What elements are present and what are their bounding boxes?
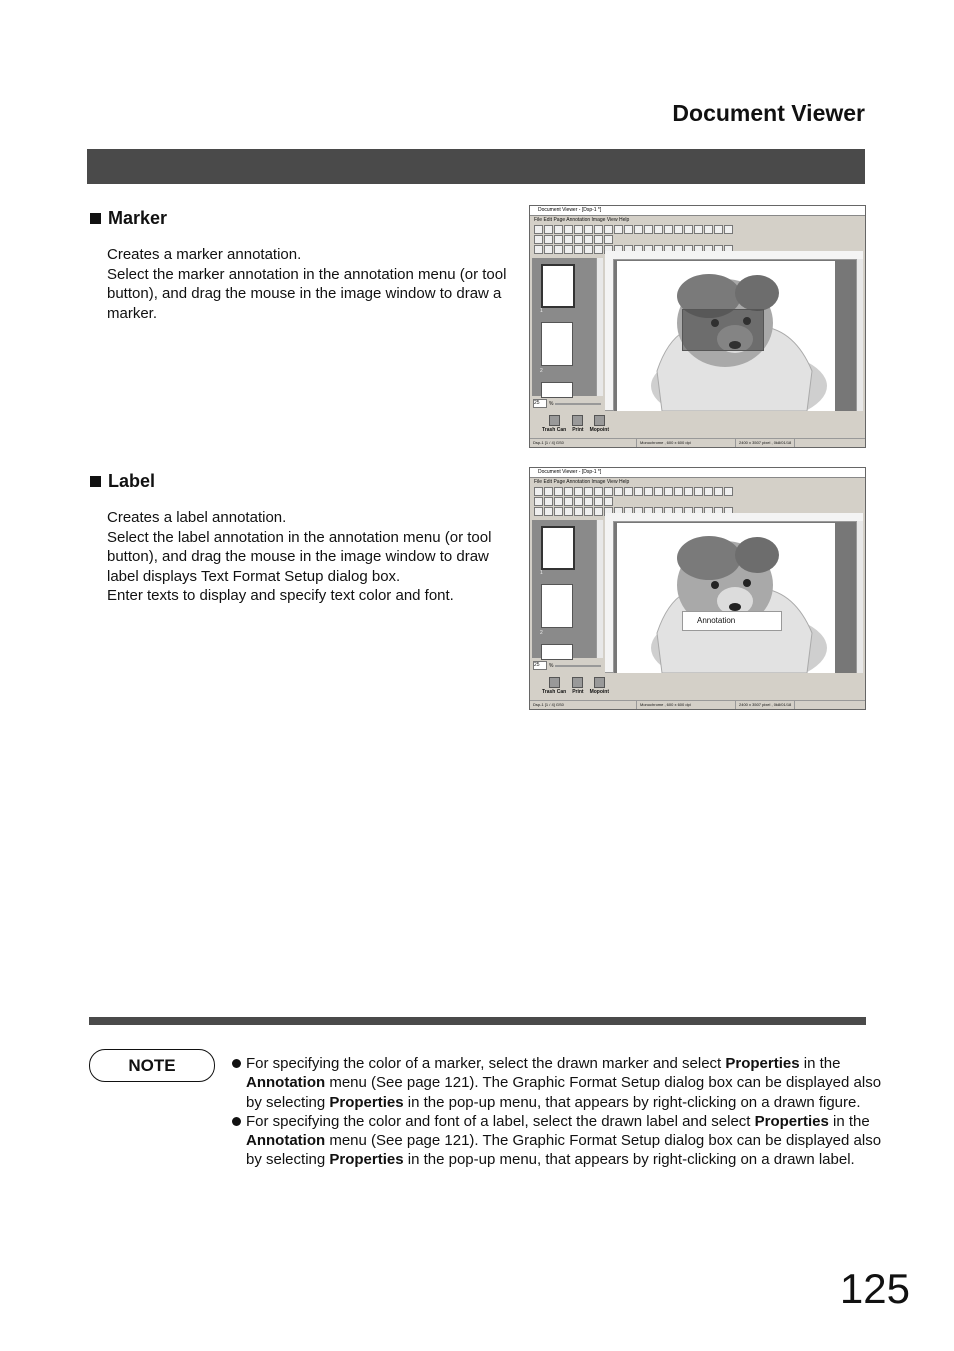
marker-annotation[interactable] (682, 309, 764, 351)
window-titlebar: Document Viewer - [Dsp-1 *] (530, 206, 865, 216)
label-line-3: Enter texts to display and specify text color and font. (107, 587, 454, 604)
bottom-tool-buttons (542, 415, 609, 433)
mopoint-icon (594, 677, 605, 688)
label-annotation[interactable]: Annotation (682, 611, 782, 631)
zoom-unit: % (549, 400, 554, 407)
thumbnail-page-1 (541, 526, 575, 570)
marker-section-title (90, 208, 167, 229)
image-viewer[interactable] (605, 251, 863, 411)
mopoint-button[interactable]: Mopoint (590, 677, 609, 695)
status-color: Monochrome , 600 x 600 dpi (637, 439, 736, 447)
thumbnail-label-1: 1 (540, 570, 543, 576)
print-icon (572, 415, 583, 426)
thumbnail-page-1 (541, 264, 575, 308)
toolbar-row-1 (534, 225, 733, 233)
thumbnail-scrollbar[interactable] (596, 258, 603, 396)
zoom-control (533, 399, 601, 408)
status-page: Dsp-1 [1 / 4] GS0 (530, 701, 637, 709)
mopoint-button[interactable]: Mopoint (590, 415, 609, 433)
status-size: 2400 x 3507 pixel , 0k8/01/18 (736, 439, 795, 447)
note-badge: NOTE (89, 1049, 215, 1082)
label-title-text: Label (108, 471, 156, 491)
vertical-ruler (605, 521, 614, 673)
mopoint-icon (594, 415, 605, 426)
status-bar (530, 700, 865, 709)
marker-line-2: Select the marker annotation in the annotation menu (or tool button), and drag the mouse in the image window to draw a marker. (107, 265, 507, 322)
trash-can-icon (549, 677, 560, 688)
thumbnail-panel (532, 258, 596, 396)
vertical-ruler (605, 259, 614, 411)
status-size: 2400 x 3507 pixel , 0k8/01/18 (736, 701, 795, 709)
puppy-image (617, 523, 835, 673)
footer-divider-bar (89, 1017, 866, 1025)
square-bullet-icon (90, 213, 101, 224)
header-divider-bar (87, 149, 865, 184)
note-item-2 (232, 1112, 882, 1170)
square-bullet-icon (90, 476, 101, 487)
toolbar-row-2 (534, 235, 613, 243)
viewer-scrollbar[interactable] (856, 259, 863, 411)
thumbnail-panel (532, 520, 596, 658)
toolbar-row-1 (534, 487, 733, 495)
image-viewer[interactable] (605, 513, 863, 673)
label-screenshot (529, 467, 866, 710)
print-icon (572, 677, 583, 688)
thumbnail-page-2 (541, 584, 573, 628)
trash-can-button[interactable]: Trash Can (542, 677, 566, 695)
viewer-scrollbar[interactable] (856, 521, 863, 673)
horizontal-ruler (605, 251, 863, 260)
image-canvas[interactable] (617, 261, 835, 411)
trash-can-icon (549, 415, 560, 426)
note-item-1 (232, 1054, 882, 1112)
trash-can-button[interactable]: Trash Can (542, 415, 566, 433)
bullet-dot-icon (232, 1054, 246, 1112)
thumbnail-page-3 (541, 382, 573, 398)
label-section-title (90, 471, 155, 492)
bullet-dot-icon (232, 1112, 246, 1170)
note-text-2: For specifying the color and font of a label, select the drawn label and select Properties in the Annotation menu (See page 121). The Graphic Format Setup dialog box can be displayed also by selecting Properties in the pop-up menu, that appears by right-clicking on a drawn label. (246, 1112, 882, 1169)
label-line-1: Creates a label annotation. (107, 509, 287, 526)
label-description (107, 508, 517, 606)
thumbnail-scrollbar[interactable] (596, 520, 603, 658)
thumbnail-label-2: 2 (540, 368, 543, 374)
window-menubar: File Edit Page Annotation Image View Help (534, 479, 630, 485)
toolbar-row-2 (534, 497, 613, 505)
bottom-tool-buttons (542, 677, 609, 695)
marker-line-1: Creates a marker annotation. (107, 246, 302, 263)
thumbnail-label-1: 1 (540, 308, 543, 314)
status-bar (530, 438, 865, 447)
thumbnail-page-2 (541, 322, 573, 366)
zoom-input[interactable]: 25 (533, 399, 547, 408)
print-button[interactable]: Print (572, 677, 583, 695)
zoom-input[interactable]: 25 (533, 661, 547, 670)
horizontal-ruler (605, 513, 863, 522)
note-list (232, 1054, 882, 1170)
page-header-title: Document Viewer (672, 100, 865, 126)
window-menubar: File Edit Page Annotation Image View Help (534, 217, 630, 223)
image-canvas[interactable] (617, 523, 835, 673)
note-text-1: For specifying the color of a marker, select the drawn marker and select Properties in the Annotation menu (See page 121). The Graphic Format Setup dialog box can be displayed also by selecting Properties in the pop-up menu, that appears by right-clicking on a drawn figure. (246, 1055, 882, 1111)
print-button[interactable]: Print (572, 415, 583, 433)
zoom-slider[interactable] (555, 665, 601, 667)
status-page: Dsp-1 [1 / 4] GS0 (530, 439, 637, 447)
thumbnail-label-2: 2 (540, 630, 543, 636)
zoom-unit: % (549, 662, 554, 669)
marker-description (107, 245, 517, 323)
label-line-2: Select the label annotation in the annotation menu (or tool button), and drag the mouse in the image window to draw label displays Text Format Setup dialog box. (107, 528, 492, 585)
marker-screenshot (529, 205, 866, 448)
page-number: 125 (839, 1265, 910, 1312)
zoom-slider[interactable] (555, 403, 601, 405)
marker-title-text: Marker (108, 208, 168, 228)
window-titlebar: Document Viewer - [Dsp-1 *] (530, 468, 865, 478)
zoom-control (533, 661, 601, 670)
status-color: Monochrome , 600 x 600 dpi (637, 701, 736, 709)
thumbnail-page-3 (541, 644, 573, 660)
